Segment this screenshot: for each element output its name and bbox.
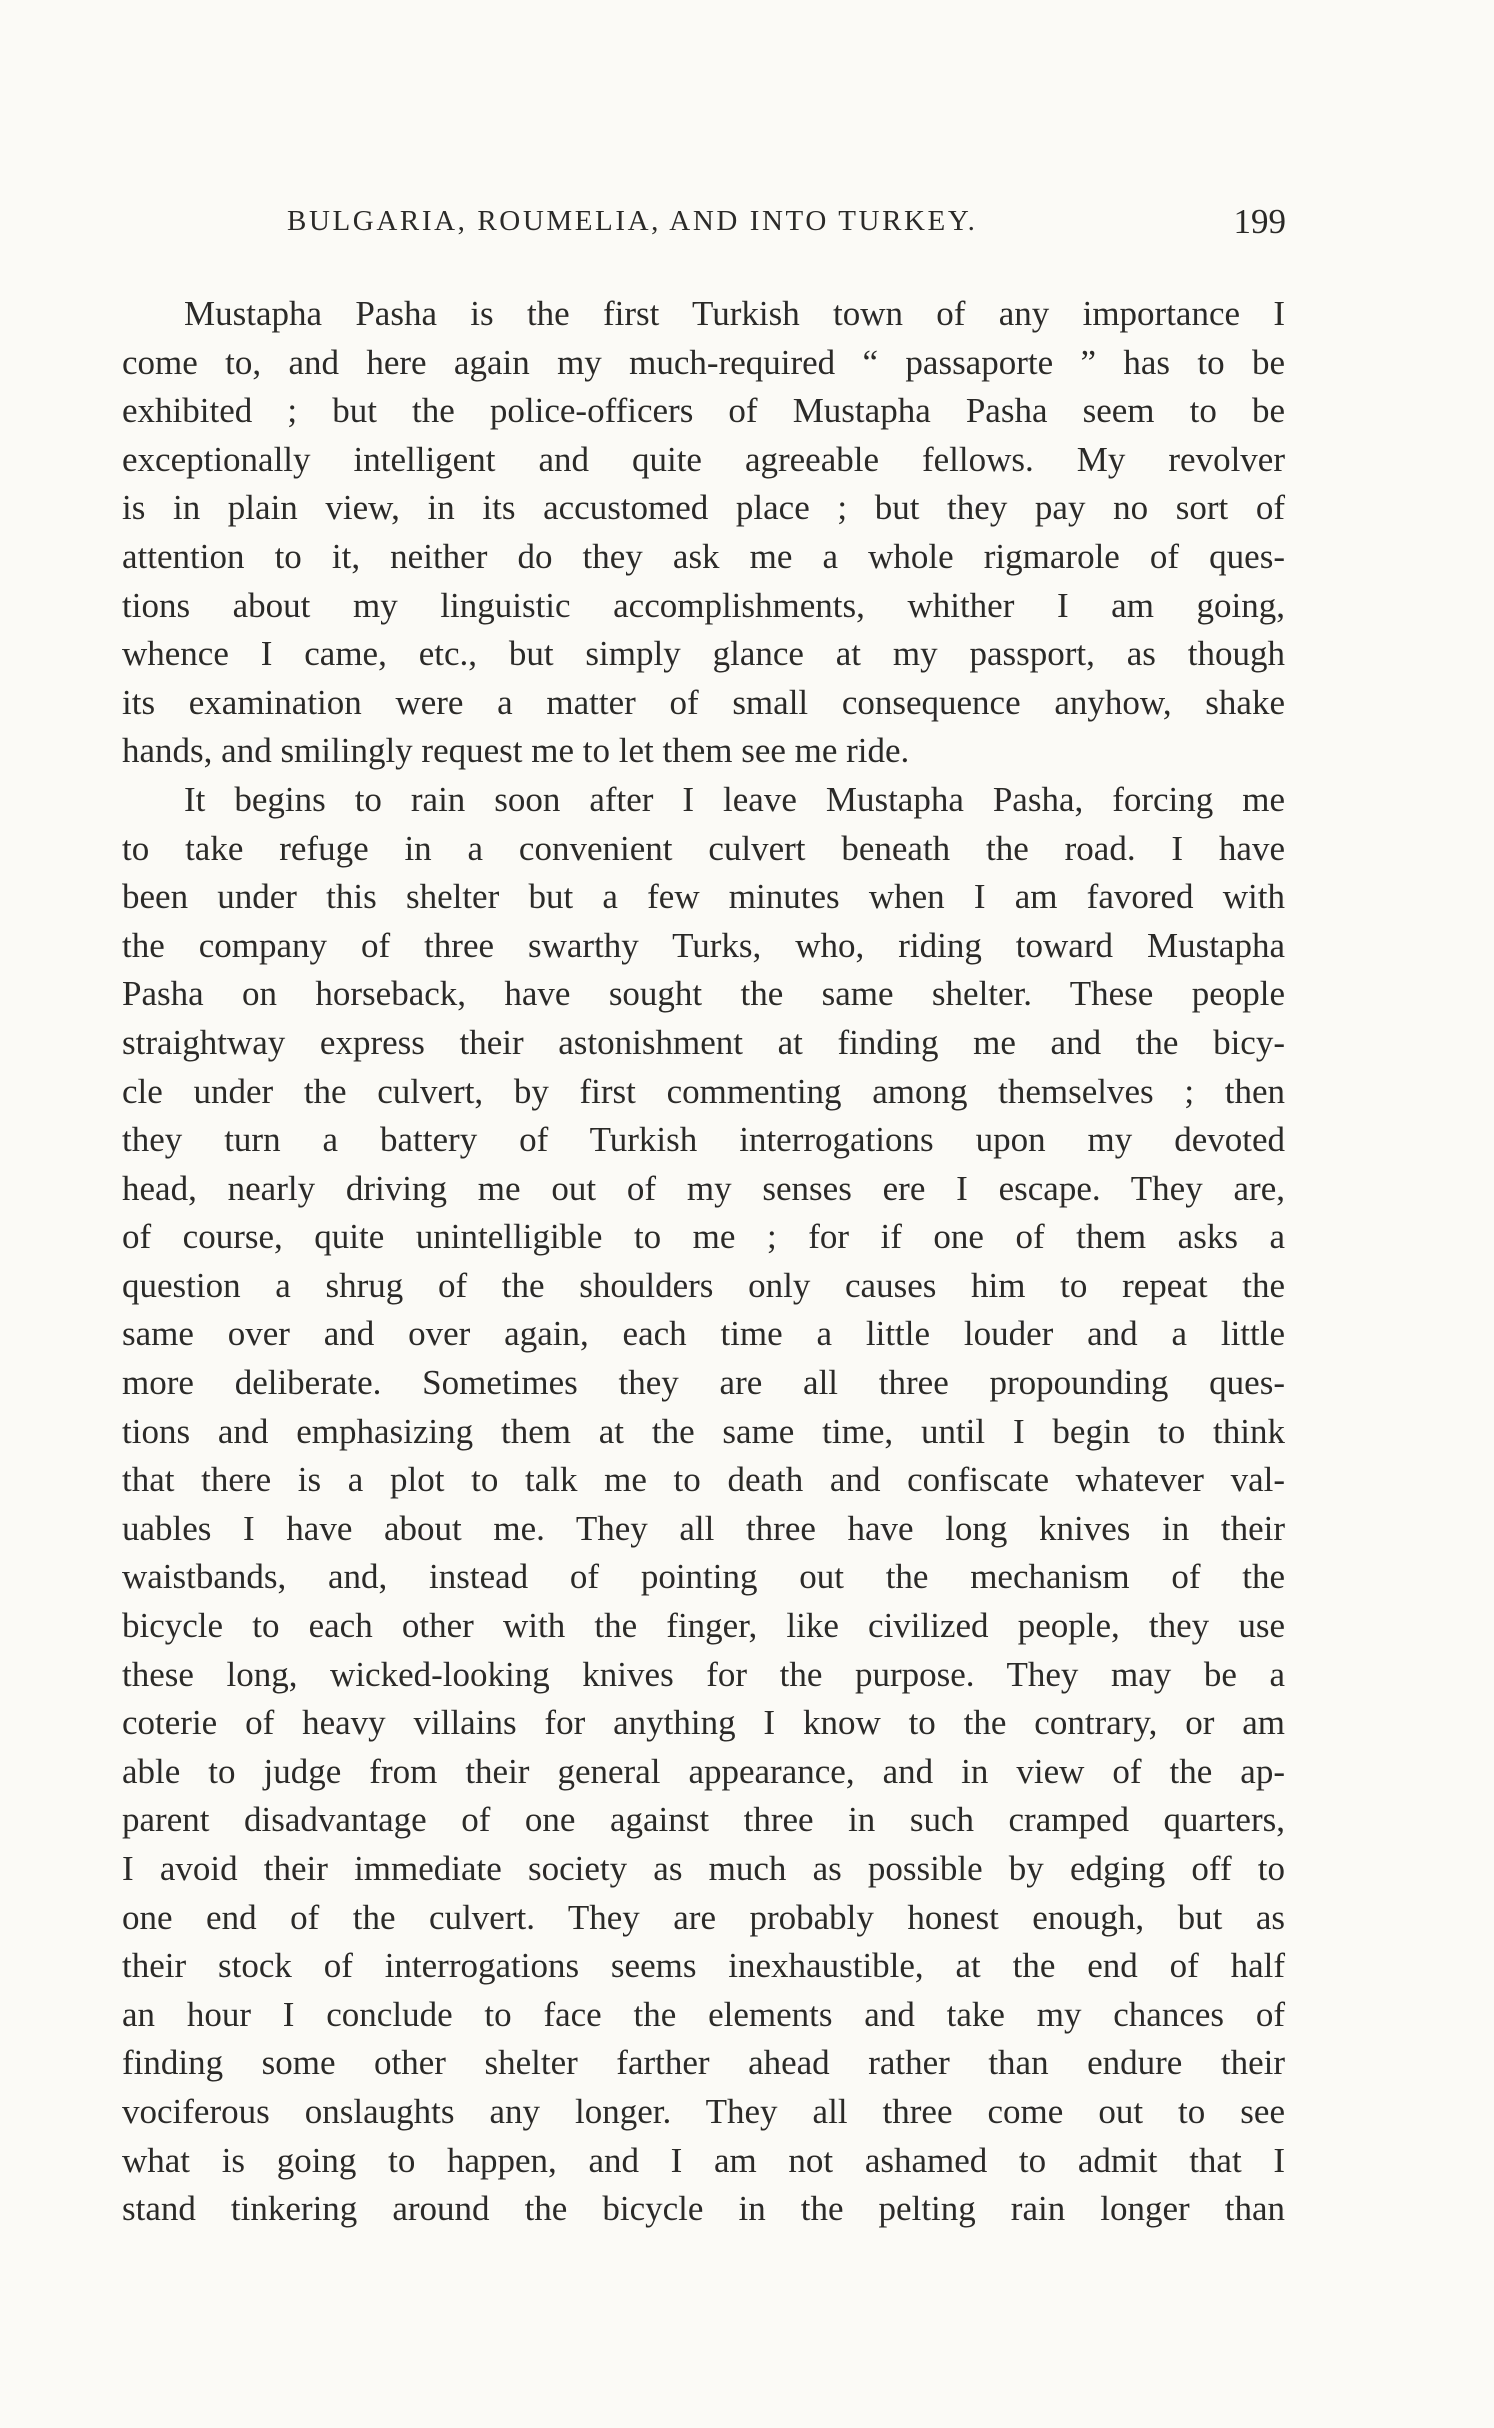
text-line: that there is a plot to talk me to death and confiscate whatever val- — [122, 1460, 1285, 1500]
running-title: BULGARIA, ROUMELIA, AND INTO TURKEY. — [287, 205, 978, 237]
text-line: the company of three swarthy Turks, who, riding toward Mustapha — [122, 925, 1285, 965]
text-line: their stock of interrogations seems inexhaustible, at the end of half — [122, 1946, 1285, 1986]
text-line: stand tinkering around the bicycle in the pelting rain longer than — [122, 2189, 1285, 2229]
text-line: Mustapha Pasha is the first Turkish town of any importance I — [184, 294, 1285, 333]
text-line: exhibited ; but the police-officers of Mustapha Pasha seem to be — [122, 391, 1285, 431]
text-line: tions and emphasizing them at the same time, until I begin to think — [122, 1411, 1285, 1451]
running-header — [287, 202, 1286, 255]
text-line: waistbands, and, instead of pointing out the mechanism of the — [122, 1557, 1285, 1597]
text-line: I avoid their immediate society as much as possible by edging off to — [122, 1849, 1285, 1888]
text-line: same over and over again, each time a little louder and a little — [122, 1314, 1285, 1354]
text-line: been under this shelter but a few minutes when I am favored with — [122, 877, 1285, 917]
text-line: hands, and smilingly request me to let them see me ride. — [122, 731, 910, 771]
text-line: tions about my linguistic accomplishments, whither I am going, — [122, 585, 1285, 625]
text-line: able to judge from their general appearance, and in view of the ap- — [122, 1751, 1285, 1791]
text-line: an hour I conclude to face the elements and take my chances of — [122, 1994, 1285, 2034]
text-line: is in plain view, in its accustomed place ; but they pay no sort of — [122, 488, 1285, 528]
paragraph — [122, 776, 1285, 2234]
text-line: uables I have about me. They all three have long knives in their — [122, 1508, 1285, 1548]
text-line: finding some other shelter farther ahead rather than endure their — [122, 2043, 1285, 2083]
text-line: whence I came, etc., but simply glance at my passport, as though — [122, 634, 1285, 674]
page-number: 199 — [1233, 202, 1286, 241]
text-line: these long, wicked-looking knives for the purpose. They may be a — [122, 1654, 1285, 1694]
text-line: coterie of heavy villains for anything I know to the contrary, or am — [122, 1703, 1285, 1743]
body-text — [122, 290, 1285, 2234]
text-line: parent disadvantage of one against three in such cramped quarters, — [122, 1800, 1285, 1840]
text-line: attention to it, neither do they ask me a whole rigmarole of ques- — [122, 536, 1285, 576]
text-line: cle under the culvert, by first commenting among themselves ; then — [122, 1071, 1285, 1111]
text-line: come to, and here again my much-required “ passaporte ” has to be — [122, 342, 1285, 382]
text-line: Pasha on horseback, have sought the same shelter. These people — [122, 974, 1285, 1014]
text-line: head, nearly driving me out of my senses ere I escape. They are, — [122, 1168, 1285, 1208]
text-line: bicycle to each other with the finger, like civilized people, they use — [122, 1606, 1285, 1646]
text-line: It begins to rain soon after I leave Mustapha Pasha, forcing me — [184, 779, 1285, 819]
text-line: exceptionally intelligent and quite agreeable fellows. My revolver — [122, 439, 1285, 479]
text-line: of course, quite unintelligible to me ; for if one of them asks a — [122, 1217, 1285, 1257]
text-line: more deliberate. Sometimes they are all three propounding ques- — [122, 1363, 1285, 1403]
text-line: one end of the culvert. They are probably honest enough, but as — [122, 1897, 1285, 1937]
text-line: straightway express their astonishment at finding me and the bicy- — [122, 1022, 1285, 1062]
paragraph — [122, 290, 1285, 776]
text-line: question a shrug of the shoulders only causes him to repeat the — [122, 1265, 1285, 1305]
text-line: to take refuge in a convenient culvert beneath the road. I have — [122, 828, 1285, 868]
text-line: they turn a battery of Turkish interrogations upon my devoted — [122, 1120, 1285, 1160]
text-line: vociferous onslaughts any longer. They all three come out to see — [122, 2091, 1285, 2131]
text-line: what is going to happen, and I am not ashamed to admit that I — [122, 2140, 1285, 2180]
text-line: its examination were a matter of small consequence anyhow, shake — [122, 682, 1285, 722]
